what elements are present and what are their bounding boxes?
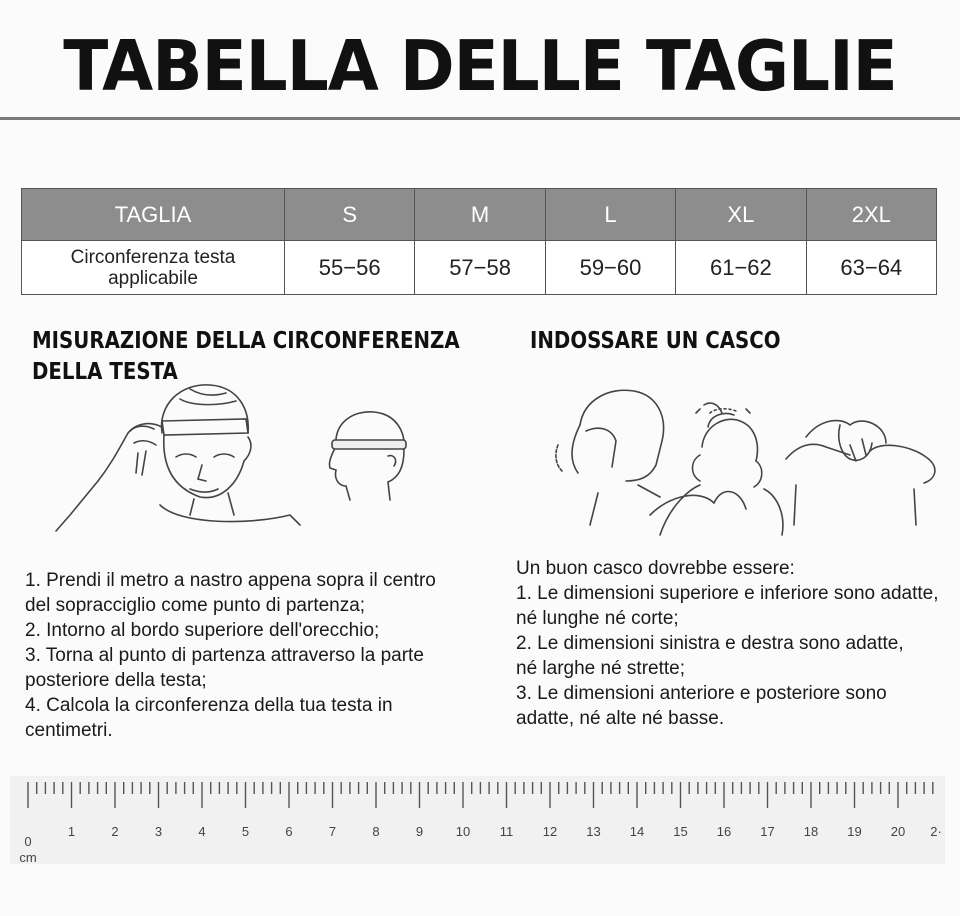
row-label xyxy=(22,241,285,295)
ruler-number-label: 14 xyxy=(629,824,645,839)
ruler-number-label: 5 xyxy=(241,824,250,839)
head-profile-illustration xyxy=(318,408,418,508)
measure-title-line2: DELLA TESTA xyxy=(32,359,178,385)
size-header-s: S xyxy=(285,189,415,241)
measure-step-line: 3. Torna al punto di partenza attraverso la parte xyxy=(25,645,424,666)
wear-step-line: 3. Le dimensioni anteriore e posteriore sono xyxy=(516,683,887,704)
wear-step-line: né larghe né strette; xyxy=(516,658,685,679)
measure-step-line: 1. Prendi il metro a nastro appena sopra il centro xyxy=(25,570,436,591)
wear-step-line: adatte, né alte né basse. xyxy=(516,708,725,729)
ruler-number-label: 11 xyxy=(499,824,514,839)
ruler-number-label: 10 xyxy=(455,824,471,839)
head-measuring-illustration xyxy=(50,375,320,535)
ruler-number-label: 9 xyxy=(415,824,424,839)
ruler-number-label: 6 xyxy=(285,824,293,839)
size-header-m: M xyxy=(415,189,545,241)
wear-section-title: INDOSSARE UN CASCO xyxy=(530,328,781,354)
size-header-l: L xyxy=(545,189,675,241)
size-header-label: TAGLIA xyxy=(22,189,285,241)
size-value-2xl: 63−64 xyxy=(806,241,936,295)
ruler-number-label: 4 xyxy=(198,824,206,839)
page-title: TABELLA DELLE TAGLIE xyxy=(63,26,897,107)
size-table-row xyxy=(22,241,937,295)
ruler-number-label: 20 xyxy=(890,824,906,839)
ruler-number-label: 3 xyxy=(154,824,163,839)
measure-step-line: del sopracciglio come punto di partenza; xyxy=(25,595,366,616)
wear-steps xyxy=(516,556,938,731)
ruler-number-label: 1 xyxy=(67,824,76,839)
row-label-line1: Circonferenza testa xyxy=(70,246,236,268)
measure-steps xyxy=(25,568,436,743)
title-divider xyxy=(0,117,960,120)
ruler-number-label: 15 xyxy=(673,824,688,839)
measure-title-line1: MISURAZIONE DELLA CIRCONFERENZA xyxy=(32,328,460,354)
measure-step-line: centimetri. xyxy=(25,720,113,741)
ruler-number-label: 2 xyxy=(111,824,119,839)
wear-step-line: Un buon casco dovrebbe essere: xyxy=(516,558,795,579)
row-label-line2: applicabile xyxy=(108,267,198,289)
size-table-header-row xyxy=(22,189,937,241)
wear-step-line: né lunghe né corte; xyxy=(516,608,679,629)
measure-step-line: 4. Calcola la circonferenza della tua testa in xyxy=(25,695,393,716)
size-table xyxy=(21,188,937,295)
measure-step-line: posteriore della testa; xyxy=(25,670,207,691)
ruler-number-label: 13 xyxy=(586,824,601,839)
ruler-number-label: 19 xyxy=(847,824,862,839)
ruler-number-label: 16 xyxy=(716,824,732,839)
size-value-l: 59−60 xyxy=(545,241,675,295)
ruler-number-label: 8 xyxy=(372,824,380,839)
measuring-ruler xyxy=(0,776,960,868)
measure-step-line: 2. Intorno al bordo superiore dell'orecchio; xyxy=(25,620,380,641)
ruler-number-label: 12 xyxy=(542,824,558,839)
ruler-number-label: 18 xyxy=(803,824,819,839)
size-value-s: 55−56 xyxy=(285,241,415,295)
size-header-2xl: 2XL xyxy=(806,189,936,241)
size-value-xl: 61−62 xyxy=(676,241,806,295)
size-value-m: 57−58 xyxy=(415,241,545,295)
ruler-number-label: 17 xyxy=(760,824,775,839)
ruler-number-label: 7 xyxy=(328,824,337,839)
wear-step-line: 1. Le dimensioni superiore e inferiore sono adatte, xyxy=(516,583,939,604)
wear-step-line: 2. Le dimensioni sinistra e destra sono adatte, xyxy=(516,633,904,654)
size-header-xl: XL xyxy=(676,189,806,241)
ruler-number-label: 2· xyxy=(930,824,942,839)
helmet-wearing-illustration xyxy=(550,385,945,545)
ruler-unit-label: cm xyxy=(19,850,37,865)
ruler-number-label: 0 xyxy=(24,834,32,849)
